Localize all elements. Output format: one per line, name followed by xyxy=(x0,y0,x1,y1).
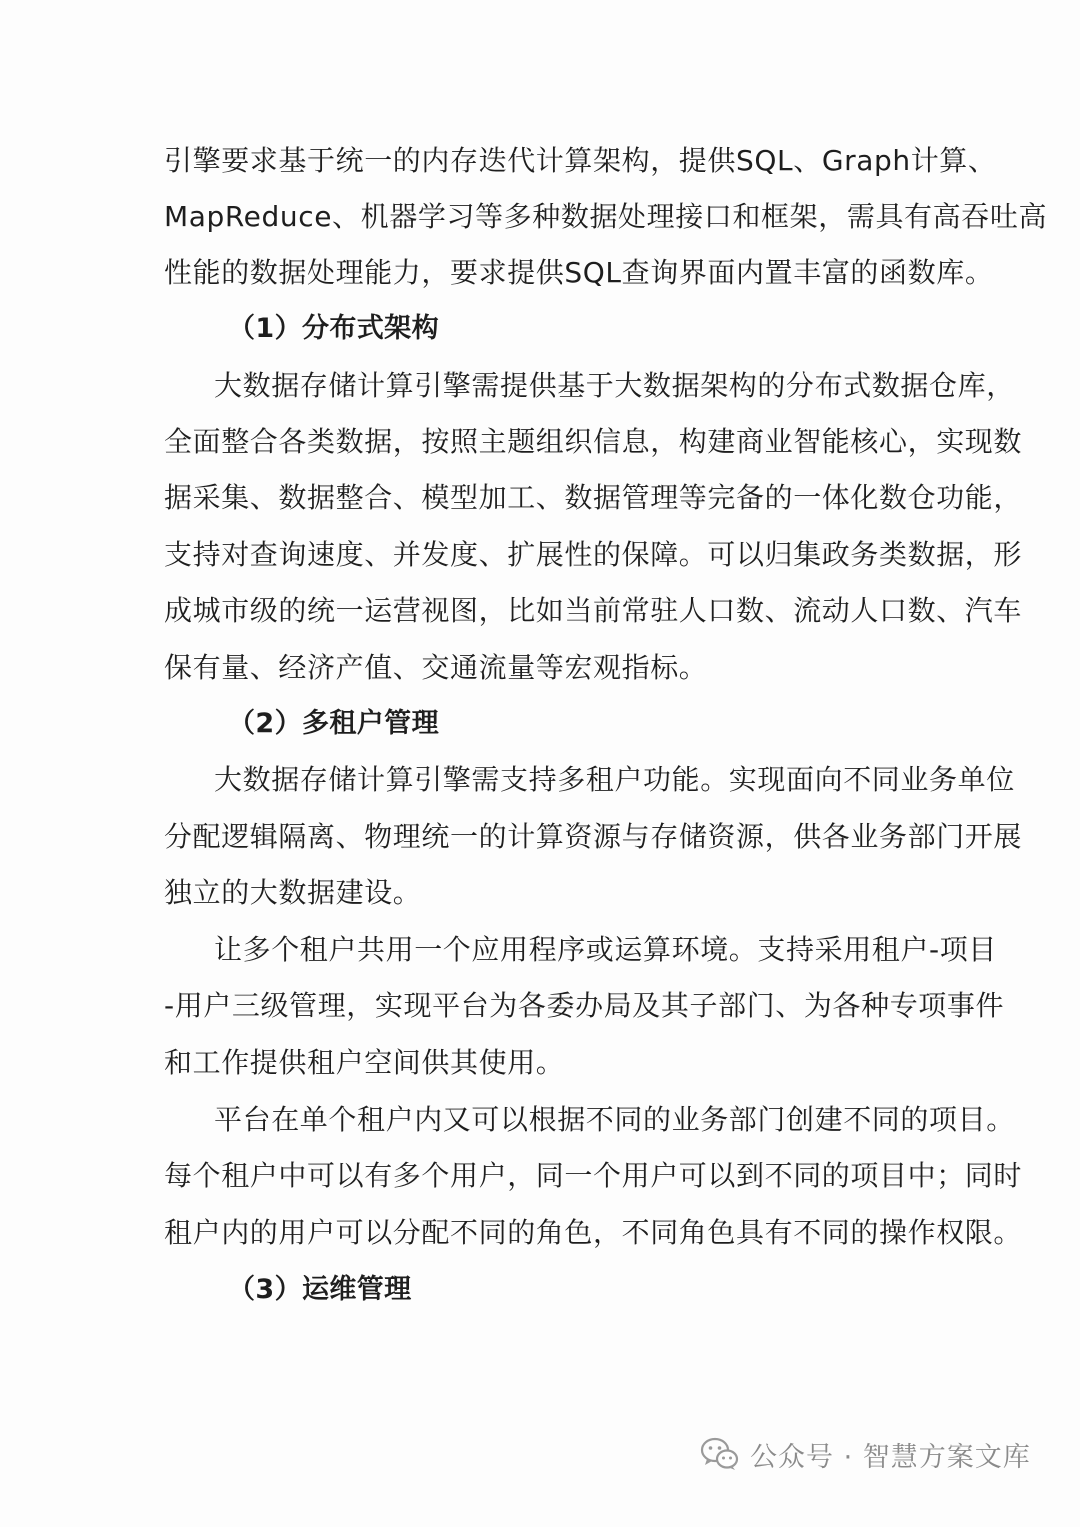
text-line: 平台在单个租户内又可以根据不同的业务部门创建不同的项目。 xyxy=(214,1103,1015,1136)
text-line: 和工作提供租户空间供其使用。 xyxy=(164,1046,565,1079)
text-line: 保有量、经济产值、交通流量等宏观指标。 xyxy=(164,651,708,684)
text-line: MapReduce、机器学习等多种数据处理接口和框架，需具有高吞吐高 xyxy=(164,200,1048,233)
text-line: 租户内的用户可以分配不同的角色，不同角色具有不同的操作权限。 xyxy=(164,1216,1023,1249)
text-line: 大数据存储计算引擎需支持多租户功能。实现面向不同业务单位 xyxy=(214,763,1015,796)
text-line: 成城市级的统一运营视图，比如当前常驻人口数、流动人口数、汽车 xyxy=(164,594,1023,627)
wechat-icon xyxy=(700,1437,740,1471)
text-line: 独立的大数据建设。 xyxy=(164,876,422,909)
text-line: -用户三级管理，实现平台为各委办局及其子部门、为各种专项事件 xyxy=(164,989,1005,1022)
watermark-text: 公众号 · 智慧方案文库 xyxy=(750,1441,1031,1473)
text-line: 支持对查询速度、并发度、扩展性的保障。可以归集政务类数据，形 xyxy=(164,538,1023,571)
watermark xyxy=(700,1432,1031,1476)
text-line: 让多个租户共用一个应用程序或运算环境。支持采用租户-项目 xyxy=(214,933,997,966)
text-line: 大数据存储计算引擎需提供基于大数据架构的分布式数据仓库， xyxy=(214,369,1015,402)
text-line: 性能的数据处理能力，要求提供SQL查询界面内置丰富的函数库。 xyxy=(164,256,994,289)
text-line: 全面整合各类数据，按照主题组织信息，构建商业智能核心，实现数 xyxy=(164,425,1023,458)
section-heading: （2）多租户管理 xyxy=(228,708,439,739)
text-line: 每个租户中可以有多个用户，同一个用户可以到不同的项目中；同时 xyxy=(164,1159,1023,1192)
section-heading: （1）分布式架构 xyxy=(228,313,439,344)
section-heading: （3）运维管理 xyxy=(228,1274,412,1305)
text-line: 分配逻辑隔离、物理统一的计算资源与存储资源，供各业务部门开展 xyxy=(164,820,1023,853)
text-line: 引擎要求基于统一的内存迭代计算架构，提供SQL、Graph计算、 xyxy=(164,144,997,177)
text-line: 据采集、数据整合、模型加工、数据管理等完备的一体化数仓功能， xyxy=(164,481,1023,514)
